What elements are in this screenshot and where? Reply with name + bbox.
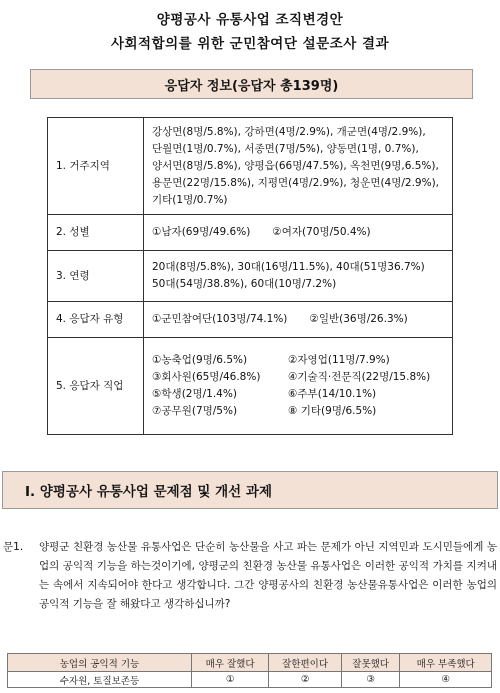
document-title-line1: 양평공사 유통사업 조직변경안 bbox=[156, 12, 344, 28]
job-option: ④기술직·전문직(22명/15.8%) bbox=[288, 371, 431, 383]
residence-line: 강상면(8명/5.8%), 강하면(4명/2.9%), 개군면(4명/2.9%), bbox=[152, 125, 426, 138]
answer-header-cell: 잘못했다 bbox=[341, 654, 399, 672]
gender-option: ①남자(69명/49.6%) bbox=[152, 226, 251, 238]
answer-header-cell: 농업의 공익적 기능 bbox=[8, 654, 192, 672]
table-row bbox=[48, 338, 453, 435]
job-label: 5. 응답자 직업 bbox=[48, 338, 144, 435]
job-values bbox=[144, 338, 453, 435]
age-line: 50대(54명/38.8%), 60대(10명/7.2%) bbox=[152, 278, 337, 290]
age-values bbox=[144, 251, 453, 302]
job-option: ⑧ 기타(9명/6.5%) bbox=[288, 405, 377, 417]
question-number: 문1. bbox=[3, 541, 24, 553]
respondent-type-values bbox=[144, 302, 453, 338]
answer-option[interactable]: ④ bbox=[400, 672, 492, 688]
residence-line: 양서면(8명/5.8%), 양평읍(66명/47.5%), 옥천면(9명,6.5%), bbox=[152, 159, 439, 172]
respondent-info-banner: 응답자 정보(응답자 총139명) bbox=[30, 69, 473, 99]
table-header-row bbox=[8, 654, 492, 672]
question-1 bbox=[3, 538, 497, 614]
answer-row-label: 수자원, 토질보존등 bbox=[8, 672, 192, 688]
answer-header-cell: 매우 잘했다 bbox=[191, 654, 268, 672]
job-option: ⑦공무원(7명/5%) bbox=[152, 405, 238, 417]
answer-option[interactable]: ② bbox=[269, 672, 342, 688]
answer-table bbox=[7, 653, 492, 688]
gender-label: 2. 성별 bbox=[48, 215, 144, 251]
table-row bbox=[48, 302, 453, 338]
section-banner: Ⅰ. 양평공사 유통사업 문제점 및 개선 과제 bbox=[2, 471, 498, 509]
job-option: ②자영업(11명/7.9%) bbox=[288, 354, 390, 366]
answer-option[interactable]: ① bbox=[191, 672, 268, 688]
table-row bbox=[48, 215, 453, 251]
respondent-type-option: ②일반(36명/26.3%) bbox=[309, 313, 408, 325]
respondent-type-label: 4. 응답자 유형 bbox=[48, 302, 144, 338]
gender-option: ②여자(70명/50.4%) bbox=[272, 226, 371, 238]
table-row bbox=[48, 118, 453, 215]
residence-line: 용문면(22명/15.8%), 지평면(4명/2.9%), 청운면(4명/2.9%), bbox=[152, 176, 440, 189]
respondent-info-table bbox=[47, 117, 453, 435]
table-row bbox=[48, 251, 453, 302]
answer-header-cell: 잘한편이다 bbox=[269, 654, 342, 672]
age-line: 20대(8명/5.8%), 30대(16명/11.5%), 40대(51명36.7%) bbox=[152, 261, 425, 273]
job-option: ⑤학생(2명/1.4%) bbox=[152, 388, 237, 400]
age-label: 3. 연령 bbox=[48, 251, 144, 302]
question-text: 양평군 친환경 농산물 유통사업은 단순히 농산물을 사고 파는 문제가 아닌 지역민과 도시민들에게 농업의 공익적 기능을 하는것이기에, 양평군의 친환경 농산물 유통사업은 이러한 공익적 가치를 지켜내는 속에서 지속되어야 한다고 생각합니다. 그간 양평공사의 친환경 농산물유통사업은 이러한 농업의 공익적 기능을 잘 해왔다고 생각하십니까? bbox=[39, 541, 497, 610]
respondent-type-option: ①군민참여단(103명/74.1%) bbox=[152, 313, 288, 325]
job-option: ①농축업(9명/6.5%) bbox=[152, 354, 248, 366]
residence-line: 기타(1명/0.7%) bbox=[152, 193, 228, 206]
document-title-line2: 사회적합의를 위한 군민참여단 설문조사 결과 bbox=[110, 36, 390, 52]
residence-label: 1. 거주지역 bbox=[48, 118, 144, 215]
answer-option[interactable]: ③ bbox=[341, 672, 399, 688]
job-option: ③회사원(65명/46.8%) bbox=[152, 371, 261, 383]
residence-line: 단월면(1명/0.7%), 서종면(7명/5%), 양동면(1명, 0.7%), bbox=[152, 142, 419, 155]
answer-header-cell: 매우 부족했다 bbox=[400, 654, 492, 672]
residence-values bbox=[144, 118, 453, 215]
table-row bbox=[8, 672, 492, 688]
gender-values bbox=[144, 215, 453, 251]
job-option: ⑥주부(14/10.1%) bbox=[288, 388, 377, 400]
